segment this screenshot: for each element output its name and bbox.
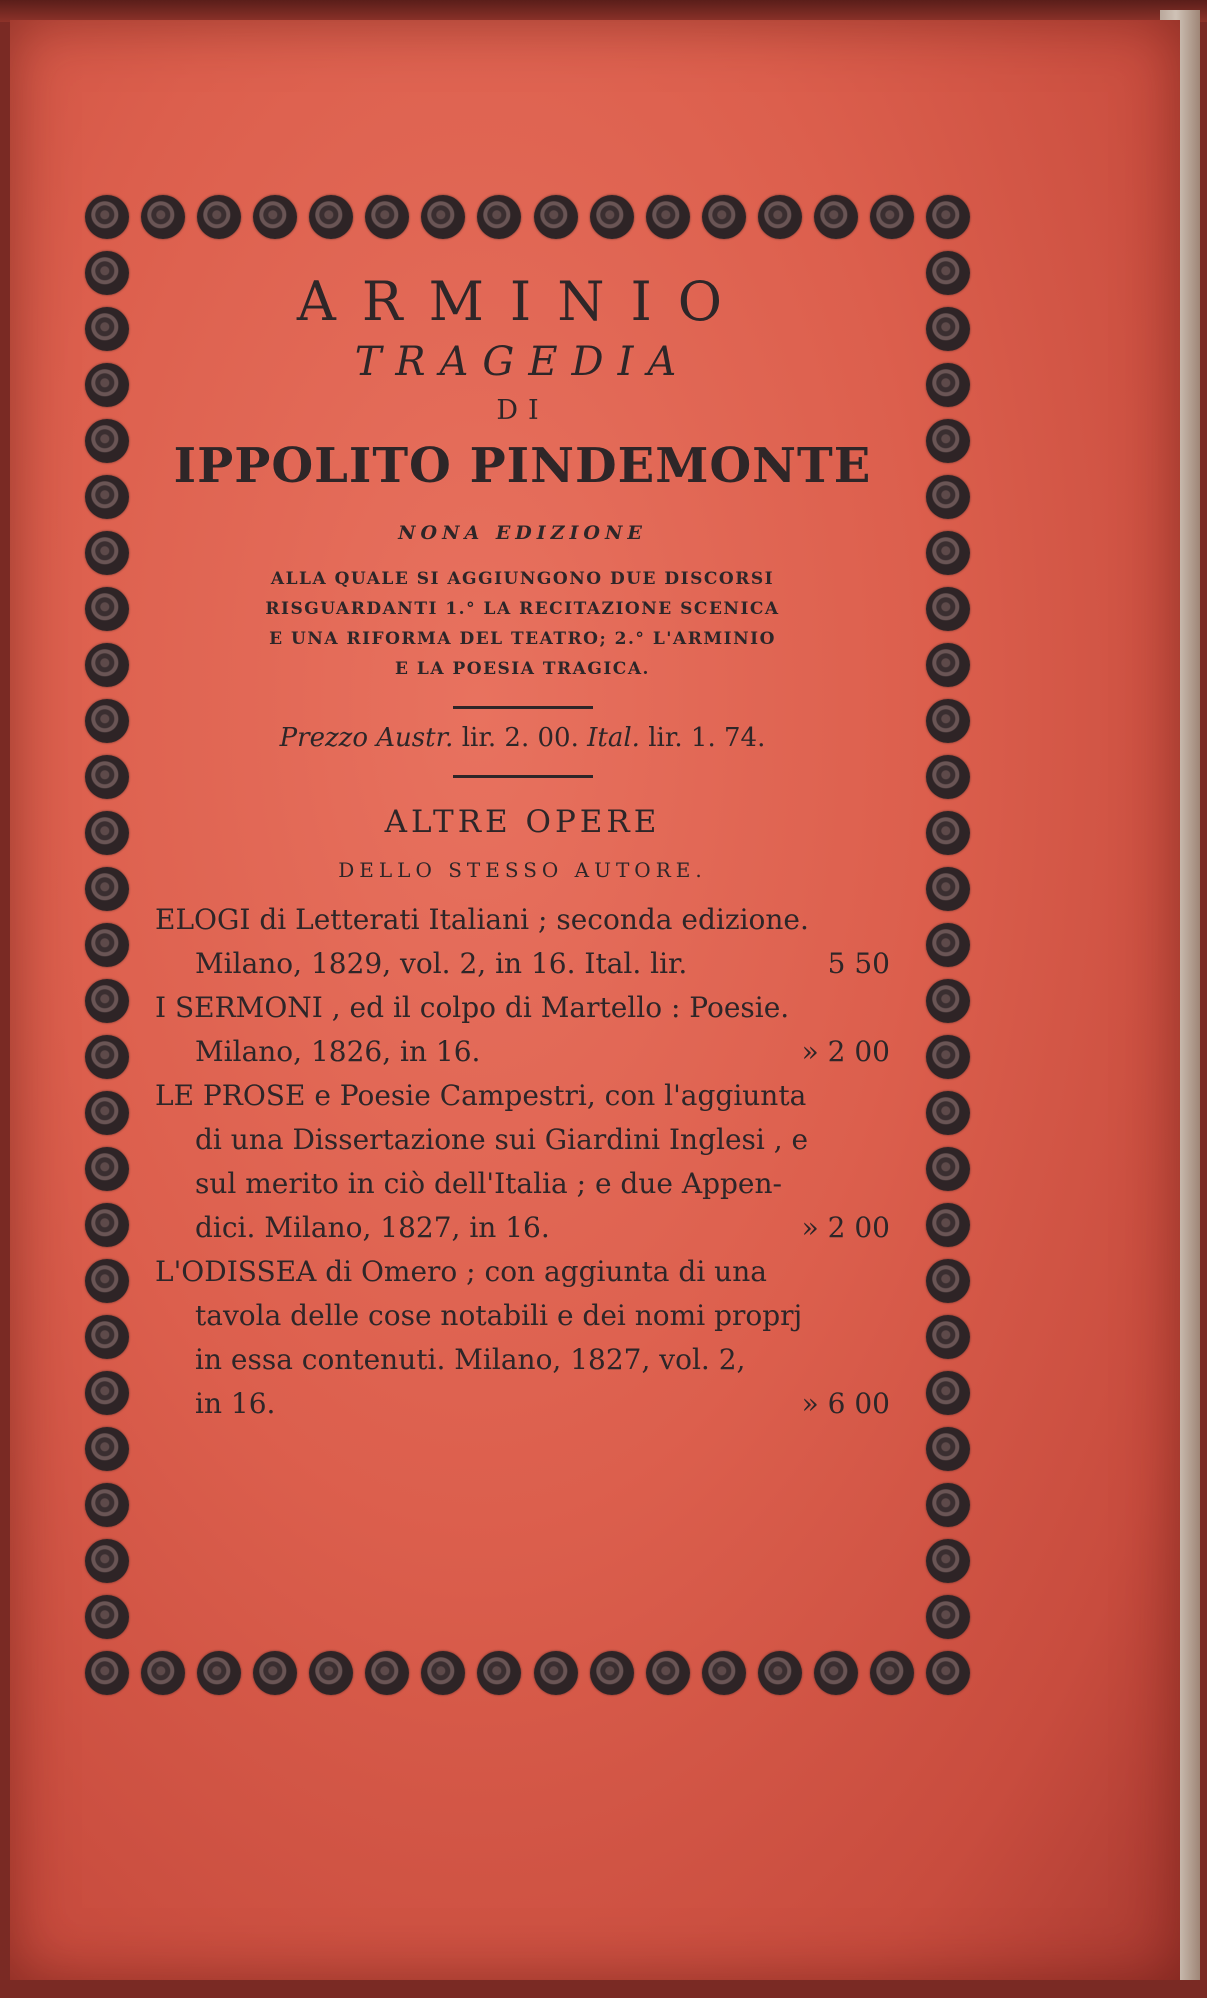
ornament-icon xyxy=(758,1651,802,1695)
ornament-icon xyxy=(85,867,129,911)
list-item xyxy=(155,1250,890,1426)
ornament-icon xyxy=(534,195,578,239)
ornament-icon xyxy=(926,1651,970,1695)
ornament-icon xyxy=(926,979,970,1023)
ornament-icon xyxy=(85,1259,129,1303)
list-item xyxy=(155,1074,890,1250)
ornament-icon xyxy=(85,531,129,575)
work-line: in essa contenuti. Milano, 1827, vol. 2, xyxy=(195,1343,746,1376)
work-line: di una Dissertazione sui Giardini Inglesi , e xyxy=(195,1123,809,1156)
price-ital: lir. 1. 74. xyxy=(648,723,766,753)
ornament-icon xyxy=(85,1091,129,1135)
ornament-icon xyxy=(85,1427,129,1471)
ornament-icon xyxy=(926,1035,970,1079)
ornament-icon xyxy=(926,1315,970,1359)
ornament-icon xyxy=(702,195,746,239)
ornament-icon xyxy=(590,1651,634,1695)
ornament-icon xyxy=(365,1651,409,1695)
ornament-icon xyxy=(365,195,409,239)
other-works-heading: ALTRE OPERE xyxy=(384,804,661,840)
ornament-icon xyxy=(85,1483,129,1527)
ornament-icon xyxy=(814,1651,858,1695)
ornament-icon xyxy=(926,867,970,911)
ornament-icon xyxy=(870,1651,914,1695)
ornament-icon xyxy=(534,1651,578,1695)
ornament-icon xyxy=(926,1483,970,1527)
ornament-icon xyxy=(926,755,970,799)
description xyxy=(155,564,890,684)
ornament-icon xyxy=(141,1651,185,1695)
ornament-icon xyxy=(926,475,970,519)
ornament-icon xyxy=(926,1203,970,1247)
ornament-icon xyxy=(926,699,970,743)
ornament-icon xyxy=(85,195,129,239)
author-name: IPPOLITO PINDEMONTE xyxy=(173,438,872,494)
ornament-icon xyxy=(421,1651,465,1695)
divider xyxy=(453,706,593,709)
ornament-icon xyxy=(85,307,129,351)
ornament-icon xyxy=(85,1371,129,1415)
price-austr: lir. 2. 00. xyxy=(461,723,579,753)
ornament-icon xyxy=(926,643,970,687)
ornament-icon xyxy=(926,1259,970,1303)
ornament-icon xyxy=(85,755,129,799)
by-line: DI xyxy=(496,395,549,426)
work-price: 5 50 xyxy=(827,947,890,980)
divider xyxy=(453,775,593,778)
list-item xyxy=(155,986,890,1074)
work-line: L'ODISSEA di Omero ; con aggiunta di una xyxy=(155,1255,767,1288)
ornament-icon xyxy=(926,195,970,239)
ornament-icon xyxy=(590,195,634,239)
ornament-icon xyxy=(814,195,858,239)
ornament-icon xyxy=(926,363,970,407)
ornament-icon xyxy=(646,1651,690,1695)
work-line: tavola delle cose notabili e dei nomi proprj xyxy=(195,1299,803,1332)
ornament-icon xyxy=(197,1651,241,1695)
work-price: » 2 00 xyxy=(801,1211,890,1244)
ornament-icon xyxy=(646,195,690,239)
work-line: in 16. » 6 00 xyxy=(155,1382,890,1426)
list-item xyxy=(155,898,890,986)
ornament-icon xyxy=(197,195,241,239)
ornament-icon xyxy=(926,1595,970,1639)
ornament-icon xyxy=(85,251,129,295)
other-works-list xyxy=(155,898,890,1426)
work-line: dici. Milano, 1827, in 16. » 2 00 xyxy=(155,1206,890,1250)
price-label: Prezzo Austr. xyxy=(279,723,454,753)
ornament-icon xyxy=(926,251,970,295)
book-subtitle: TRAGEDIA xyxy=(354,339,691,385)
ornament-icon xyxy=(870,195,914,239)
ornament-icon xyxy=(926,587,970,631)
ornament-icon xyxy=(85,1539,129,1583)
description-line: E LA POESIA TRAGICA. xyxy=(395,659,650,679)
ornament-icon xyxy=(85,1203,129,1247)
ornament-icon xyxy=(85,1315,129,1359)
ornament-icon xyxy=(926,811,970,855)
ornament-icon xyxy=(926,307,970,351)
work-line: sul merito in ciò dell'Italia ; e due Appen- xyxy=(195,1167,782,1200)
ornament-icon xyxy=(477,1651,521,1695)
work-line: LE PROSE e Poesie Campestri, con l'aggiunta xyxy=(155,1079,807,1112)
ornament-icon xyxy=(309,1651,353,1695)
book-title: ARMINIO xyxy=(296,270,749,333)
cover-text xyxy=(155,270,890,1426)
ornament-icon xyxy=(926,1539,970,1583)
work-line: ELOGI di Letterati Italiani ; seconda edizione. xyxy=(155,903,809,936)
work-line: Milano, 1826, in 16. » 2 00 xyxy=(155,1030,890,1074)
work-price: » 2 00 xyxy=(801,1035,890,1068)
ornament-icon xyxy=(85,923,129,967)
ornament-icon xyxy=(926,1091,970,1135)
work-line: Milano, 1829, vol. 2, in 16. Ital. lir. 5 50 xyxy=(155,942,890,986)
ornament-icon xyxy=(758,195,802,239)
ornament-icon xyxy=(926,531,970,575)
ornament-icon xyxy=(926,923,970,967)
ornament-icon xyxy=(926,1371,970,1415)
description-line: RISGUARDANTI 1.° LA RECITAZIONE SCENICA xyxy=(265,599,780,619)
work-line: I SERMONI , ed il colpo di Martello : Poesie. xyxy=(155,991,790,1024)
ornament-icon xyxy=(85,587,129,631)
price-ital-label: Ital. xyxy=(587,723,640,753)
ornament-icon xyxy=(85,1651,129,1695)
ornament-icon xyxy=(85,1035,129,1079)
ornament-icon xyxy=(253,195,297,239)
price-line xyxy=(155,723,890,753)
work-price: » 6 00 xyxy=(801,1387,890,1420)
edition: NONA EDIZIONE xyxy=(398,522,647,544)
ornament-icon xyxy=(85,1147,129,1191)
ornament-icon xyxy=(702,1651,746,1695)
ornament-icon xyxy=(309,195,353,239)
description-line: E UNA RIFORMA DEL TEATRO; 2.° L'ARMINIO xyxy=(269,629,776,649)
ornament-icon xyxy=(421,195,465,239)
ornament-icon xyxy=(85,643,129,687)
ornament-icon xyxy=(926,1427,970,1471)
ornament-icon xyxy=(85,979,129,1023)
ornament-icon xyxy=(85,811,129,855)
ornament-icon xyxy=(85,1595,129,1639)
other-works-subheading: DELLO STESSO AUTORE. xyxy=(338,858,707,882)
ornament-icon xyxy=(253,1651,297,1695)
ornament-icon xyxy=(926,1147,970,1191)
description-line: ALLA QUALE SI AGGIUNGONO DUE DISCORSI xyxy=(270,569,775,589)
background-edge xyxy=(0,0,1207,22)
ornament-icon xyxy=(85,699,129,743)
ornament-icon xyxy=(141,195,185,239)
ornament-icon xyxy=(477,195,521,239)
ornament-icon xyxy=(85,363,129,407)
ornament-icon xyxy=(85,419,129,463)
ornament-icon xyxy=(85,475,129,519)
ornament-icon xyxy=(926,419,970,463)
